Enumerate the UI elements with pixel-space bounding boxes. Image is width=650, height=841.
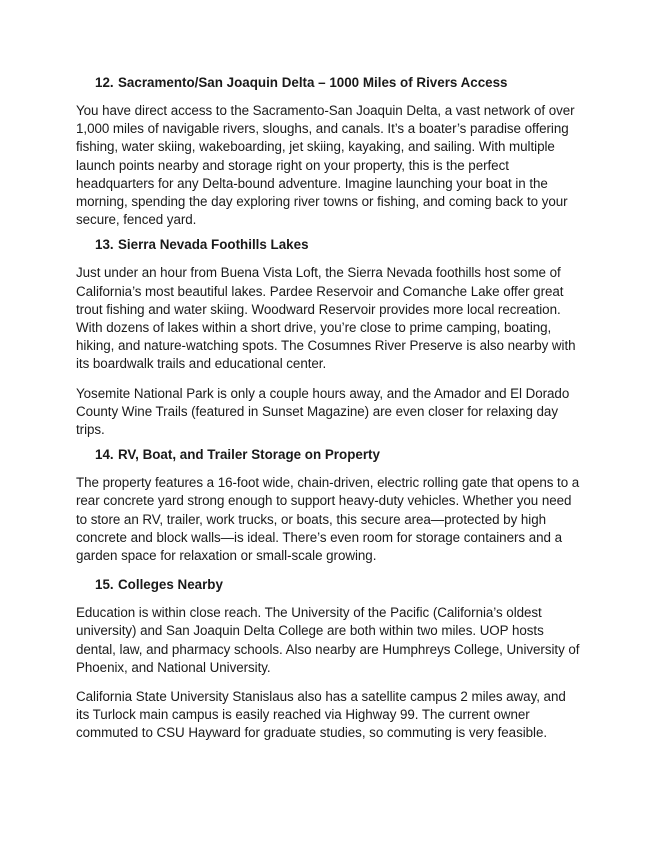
section-title: Sierra Nevada Foothills Lakes — [118, 237, 309, 253]
section-foothills-lakes — [76, 236, 580, 439]
section-heading — [95, 74, 580, 92]
section-paragraph: You have direct access to the Sacramento-San Joaquin Delta, a vast network of over 1,000 miles of navigable rivers, sloughs, and canals. It’s a boater’s paradise offering fishing, water skiing, wakeboarding, jet skiing, kayaking, and sailing. With multiple launch points nearby and storage right on your property, this is the perfect headquarters for any Delta-bound adventure. Imagine launching your boat in the morning, spending the day exploring river towns or fishing, and coming back to your secure, fenced yard. — [76, 103, 575, 228]
section-number: 14. — [95, 447, 114, 463]
section-rv-storage — [76, 446, 580, 565]
section-heading — [95, 576, 580, 594]
document-page — [76, 74, 580, 754]
section-paragraph: The property features a 16-foot wide, chain-driven, electric rolling gate that opens to a rear concrete yard strong enough to support heavy-duty vehicles. Whether you need to store an RV, trailer, work trucks, or boats, this secure area—protected by high concrete and block walls—is ideal. There’s even room for storage containers and a garden space for relaxation or small-scale growing. — [76, 475, 580, 564]
section-heading — [95, 236, 580, 254]
section-paragraph: Yosemite National Park is only a couple hours away, and the Amador and El Dorado County Wine Trails (featured in Sunset Magazine) are even closer for relaxing day trips. — [76, 385, 570, 438]
section-paragraph: California State University Stanislaus also has a satellite campus 2 miles away, and its Turlock main campus is easily reached via Highway 99. The current owner commuted to CSU Hayward for graduate studies, so commuting is very feasible. — [76, 689, 566, 741]
section-title: Sacramento/San Joaquin Delta – 1000 Miles of Rivers Access — [118, 75, 508, 90]
section-title: RV, Boat, and Trailer Storage on Property — [118, 447, 380, 463]
section-title: Colleges Nearby — [118, 577, 223, 593]
section-heading — [95, 446, 580, 464]
section-number: 15. — [95, 577, 114, 593]
section-number: 13. — [95, 237, 114, 253]
section-delta — [76, 74, 580, 229]
section-paragraph: Education is within close reach. The University of the Pacific (California’s oldest university) and San Joaquin Delta College are both within two miles. UOP hosts dental, law, and pharmacy schools. Also nearby are Humphreys College, University of Phoenix, and National University. — [76, 605, 580, 675]
section-colleges — [76, 576, 580, 742]
section-number: 12. — [95, 75, 114, 90]
section-paragraph: Just under an hour from Buena Vista Loft, the Sierra Nevada foothills host some of California’s most beautiful lakes. Pardee Reservoir and Comanche Lake offer great trout fishing and water skiing. Woodward Reservoir provides more local recreation. With dozens of lakes within a short drive, you’re close to prime camping, boating, hiking, and nature-watching spots. The Cosumnes River Preserve is also nearby with its boardwalk trails and educational center. — [76, 265, 576, 372]
